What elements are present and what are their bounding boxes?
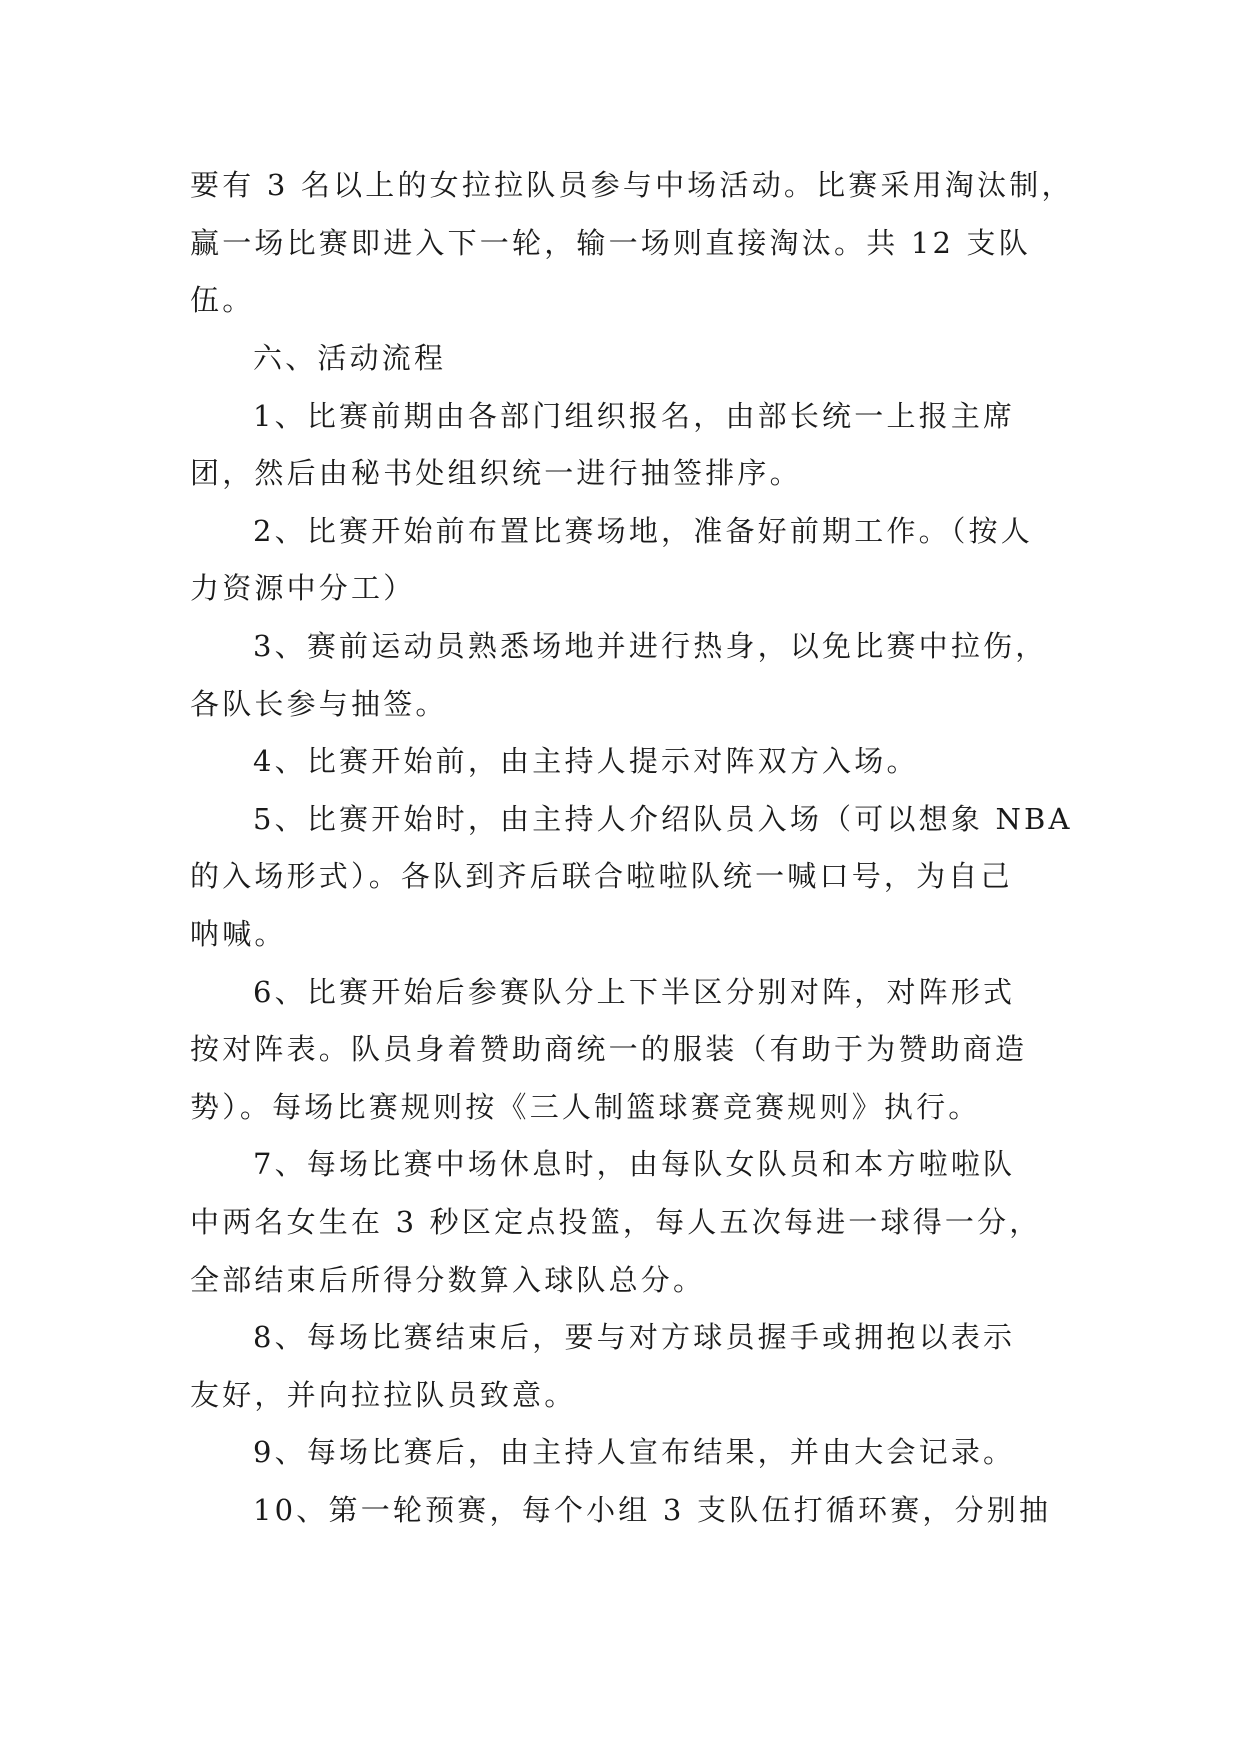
text-line: 全部结束后所得分数算入球队总分。 bbox=[190, 1263, 706, 1297]
text-line: 力资源中分工） bbox=[190, 571, 416, 605]
text-line: 中两名女生在 3 秒区定点投篮，每人五次每进一球得一分， bbox=[190, 1205, 1042, 1239]
text-line: 6、比赛开始后参赛队分上下半区分别对阵，对阵形式 bbox=[253, 975, 1016, 1009]
text-line: 5、比赛开始时，由主持人介绍队员入场（可以想象 NBA bbox=[253, 802, 1073, 836]
text-line: 各队长参与抽签。 bbox=[190, 687, 448, 721]
text-line: 赢一场比赛即进入下一轮，输一场则直接淘汰。共 12 支队 bbox=[190, 226, 1031, 260]
text-line: 的入场形式）。各队到齐后联合啦啦队统一喊口号，为自己 bbox=[190, 859, 1013, 893]
text-line: 1、比赛前期由各部门组织报名，由部长统一上报主席 bbox=[253, 399, 1016, 433]
text-line: 伍。 bbox=[190, 283, 255, 317]
text-line: 2、比赛开始前布置比赛场地，准备好前期工作。（按人 bbox=[253, 514, 1033, 548]
text-line: 10、第一轮预赛，每个小组 3 支队伍打循环赛，分别抽 bbox=[253, 1493, 1052, 1527]
text-line: 团，然后由秘书处组织统一进行抽签排序。 bbox=[190, 456, 802, 490]
text-line: 7、每场比赛中场休息时，由每队女队员和本方啦啦队 bbox=[253, 1147, 1016, 1181]
text-line: 3、赛前运动员熟悉场地并进行热身，以免比赛中拉伤， bbox=[253, 629, 1048, 663]
text-line: 4、比赛开始前，由主持人提示对阵双方入场。 bbox=[253, 744, 919, 778]
text-line: 按对阵表。队员身着赞助商统一的服装（有助于为赞助商造 bbox=[190, 1032, 1028, 1066]
text-line: 呐喊。 bbox=[190, 917, 287, 951]
text-line: 势）。每场比赛规则按《三人制篮球赛竞赛规则》执行。 bbox=[190, 1090, 981, 1124]
section-heading: 六、活动流程 bbox=[253, 341, 447, 375]
text-line: 8、每场比赛结束后，要与对方球员握手或拥抱以表示 bbox=[253, 1320, 1016, 1354]
text-line: 9、每场比赛后，由主持人宣布结果，并由大会记录。 bbox=[253, 1435, 1016, 1469]
text-line: 要有 3 名以上的女拉拉队员参与中场活动。比赛采用淘汰制， bbox=[190, 168, 1074, 202]
text-line: 友好，并向拉拉队员致意。 bbox=[190, 1378, 577, 1412]
